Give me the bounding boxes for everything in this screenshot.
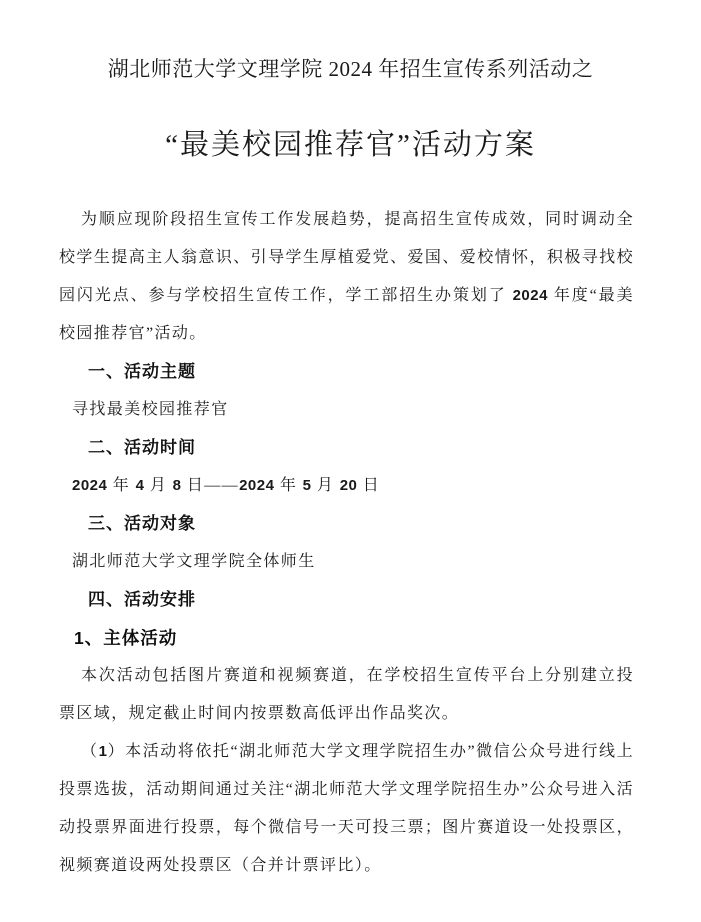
section-heading-theme: 一、活动主题: [88, 362, 196, 381]
section-body-theme: 寻找最美校园推荐官: [72, 401, 229, 418]
section-heading-time: 二、活动时间: [88, 438, 196, 457]
document-body: [59, 201, 634, 885]
section-heading-arrangement: 四、活动安排: [88, 590, 196, 609]
body-paragraph-tracks: 本次活动包括图片赛道和视频赛道，在学校招生宣传平台上分别建立投票区域，规定截止时间内按票数高低评出作品奖次。: [59, 667, 634, 722]
section-heading-audience: 三、活动对象: [88, 514, 196, 533]
series-title: 湖北师范大学文理学院 2024 年招生宣传系列活动之: [107, 57, 594, 81]
body-paragraph-voting-rules: （1）本活动将依托“湖北师范大学文理学院招生办”微信公众号进行线上投票选拔，活动期间通过关注“湖北师范大学文理学院招生办”公众号进入活动投票界面进行投票，每个微信号一天可投三票；图片赛道设一处投票区，视频赛道设两处投票区（合并计票评比）。: [59, 743, 634, 874]
section-body-audience: 湖北师范大学文理学院全体师生: [72, 553, 316, 570]
intro-paragraph: 为顺应现阶段招生宣传工作发展趋势，提高招生宣传成效，同时调动全校学生提高主人翁意识、引导学生厚植爱党、爱国、爱校情怀，积极寻找校园闪光点、参与学校招生宣传工作，学工部招生办策划了 2024 年度“最美校园推荐官”活动。: [59, 211, 634, 342]
main-title: “最美校园推荐官”活动方案: [165, 129, 536, 161]
section-body-time: 2024 年 4 月 8 日——2024 年 5 月 20 日: [72, 477, 381, 494]
subsection-heading-main-activity: 1、主体活动: [74, 628, 178, 648]
